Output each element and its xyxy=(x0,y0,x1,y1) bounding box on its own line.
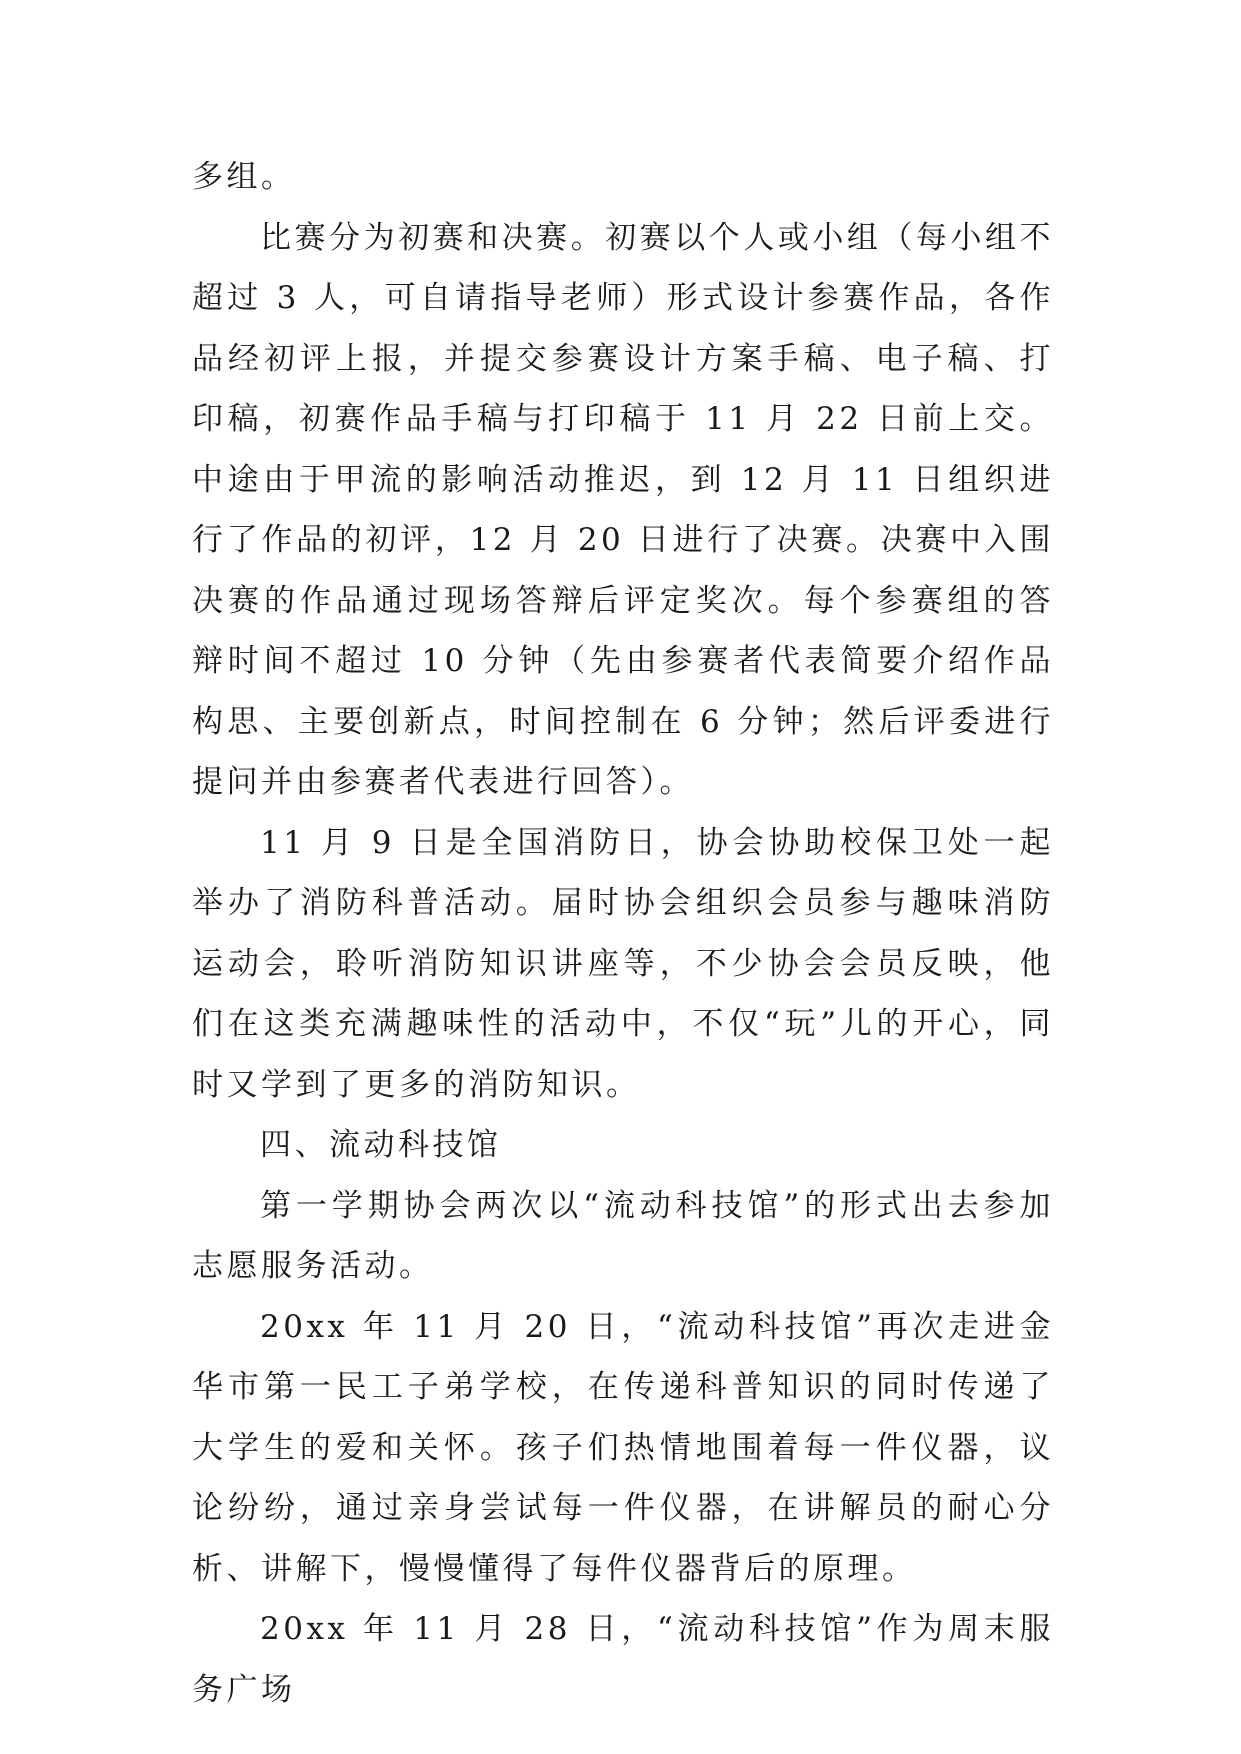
paragraph-mobile-museum-intro: 第一学期协会两次以“流动科技馆”的形式出去参加志愿服务活动。 xyxy=(192,1187,1054,1284)
paragraph-competition-rules: 比赛分为初赛和决赛。初赛以个人或小组（每小组不超过 3 人，可自请指导老师）形式设计参赛作品，各作品经初评上报，并提交参赛设计方案手稿、电子稿、打印稿，初赛作品手稿与打印稿于 11 月 22 日前上交。中途由于甲流的影响活动推迟，到 12 月 11 日组织进行了作品的初评，12 月 20 日进行了决赛。决赛中入围决赛的作品通过现场答辩后评定奖次。每个参赛组的答辩时间不超过 10 分钟（先由参赛者代表简要介绍作品构思、主要创新点，时间控制在 6 分钟；然后评委进行提问并由参赛者代表进行回答）。 xyxy=(192,219,1054,800)
document-body xyxy=(192,147,1054,1720)
paragraph-nov-20-event: 20xx 年 11 月 20 日，“流动科技馆”再次走进金华市第一民工子弟学校，在传递科普知识的同时传递了大学生的爱和关怀。孩子们热情地围着每一件仪器，议论纷纷，通过亲身尝试每一件仪器，在讲解员的耐心分析、讲解下，慢慢懂得了每件仪器背后的原理。 xyxy=(192,1308,1054,1587)
paragraph-fire-safety-day: 11 月 9 日是全国消防日，协会协助校保卫处一起举办了消防科普活动。届时协会组织会员参与趣味消防运动会，聆听消防知识讲座等，不少协会会员反映，他们在这类充满趣味性的活动中，不仅“玩”儿的开心，同时又学到了更多的消防知识。 xyxy=(192,824,1054,1103)
paragraph-continuation: 多组。 xyxy=(192,159,296,195)
paragraph-nov-28-event: 20xx 年 11 月 28 日，“流动科技馆”作为周末服务广场 xyxy=(192,1611,1054,1708)
section-heading-mobile-museum: 四、流动科技馆 xyxy=(260,1127,502,1163)
